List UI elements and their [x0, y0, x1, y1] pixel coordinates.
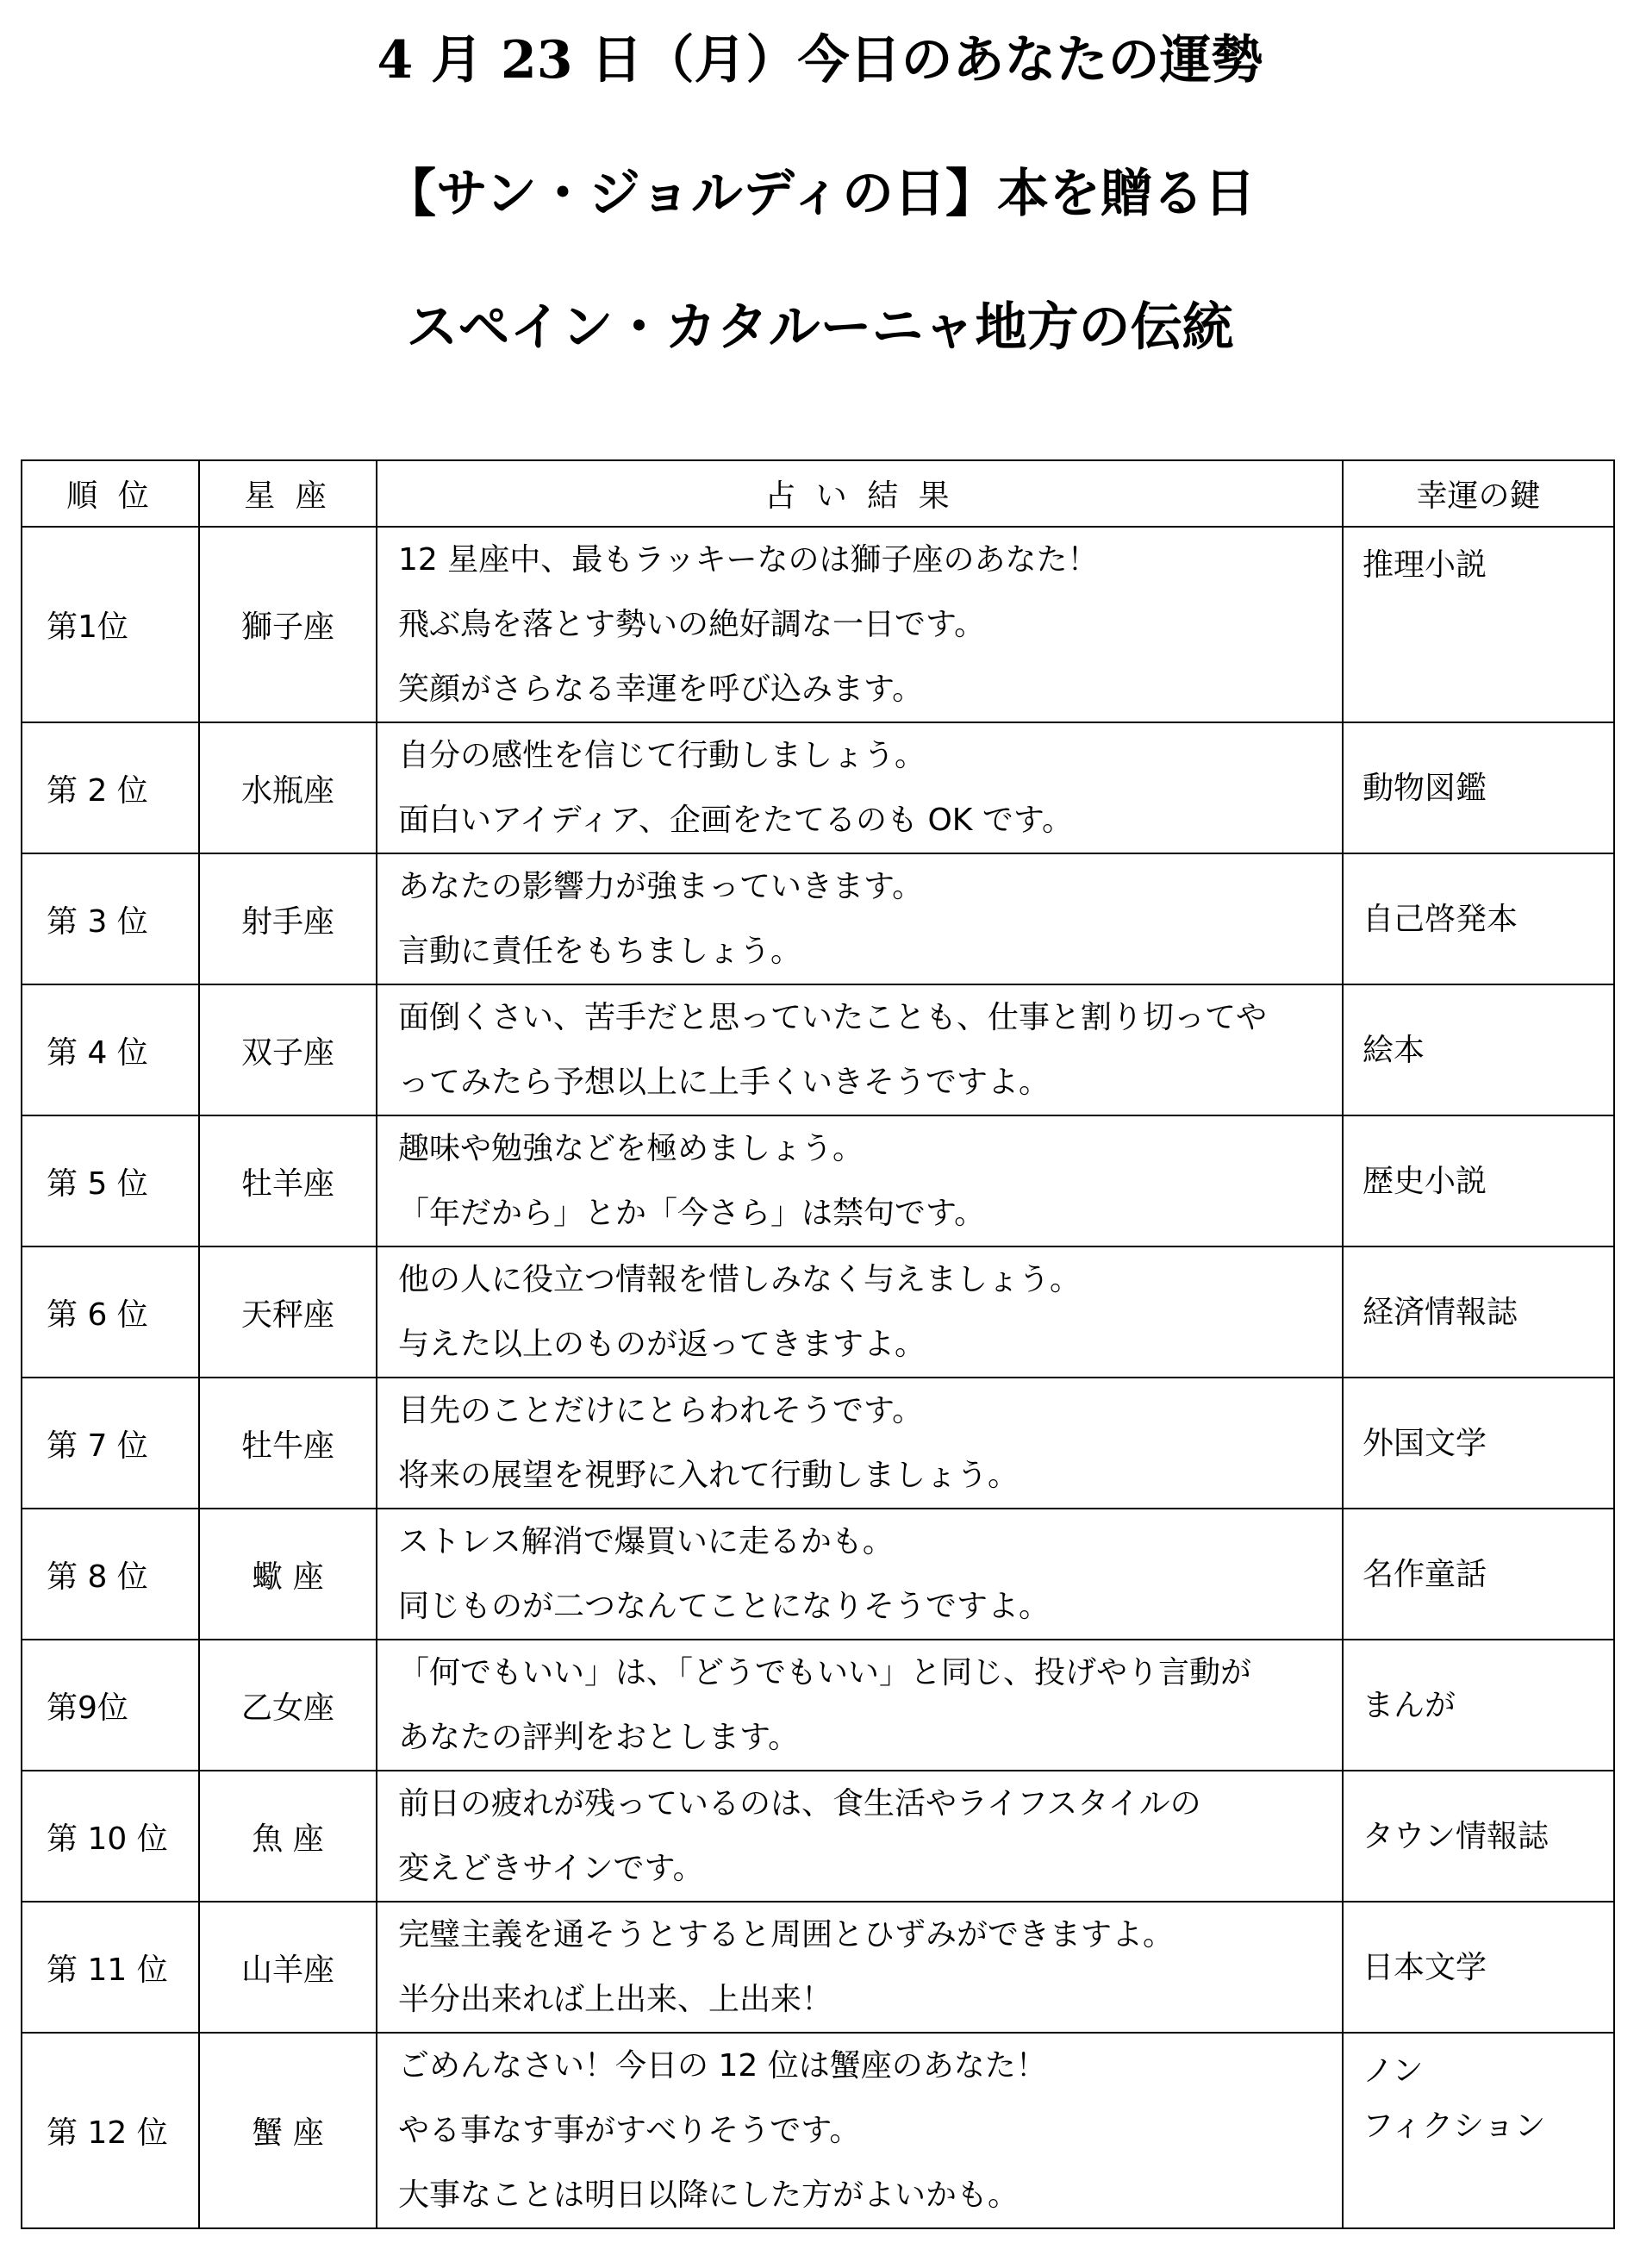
rank-cell: 第 11 位: [22, 1902, 199, 2033]
rank-cell: 第9位: [22, 1640, 199, 1771]
lucky-key-cell: [1343, 1378, 1614, 1509]
zodiac-sign-cell: 山羊座: [199, 1902, 377, 2033]
fortune-result-cell: [377, 1509, 1343, 1640]
zodiac-sign-cell: 天秤座: [199, 1246, 377, 1378]
table-row: [22, 1771, 1614, 1902]
rank-cell: 第 6 位: [22, 1246, 199, 1378]
table-row: [22, 1246, 1614, 1378]
table-row: [22, 527, 1614, 722]
fortune-text-line: 言動に責任をもちましょう。: [398, 934, 802, 969]
lucky-key-cell: [1343, 1771, 1614, 1902]
fortune-text-line: 12 星座中、最もラッキーなのは獅子座のあなた！: [398, 542, 1099, 578]
lucky-key-cell: [1343, 984, 1614, 1115]
lucky-key-text: 歴史小説: [1363, 1163, 1487, 1199]
fortune-text-line: 半分出来れば上出来、上出来！: [398, 1982, 833, 2017]
page-title: [0, 30, 1640, 91]
lucky-key-cell: [1343, 853, 1614, 984]
zodiac-sign-cell: 魚 座: [199, 1771, 377, 1902]
lucky-key-text: フィクション: [1363, 2109, 1546, 2144]
title-date-line: 4 月 23 日（月）今日のあなたの運勢: [377, 30, 1263, 91]
fortune-text-line: ってみたら予想以上に上手くいきそうですよ。: [398, 1065, 1051, 1100]
table-row: [22, 1378, 1614, 1509]
zodiac-sign-cell: 射手座: [199, 853, 377, 984]
lucky-key-cell: [1343, 1509, 1614, 1640]
lucky-key-text: 動物図鑑: [1363, 770, 1487, 806]
fortune-text-line: 完璧主義を通そうとすると周囲とひずみができますよ。: [398, 1917, 1175, 1952]
zodiac-sign-cell: 牡羊座: [199, 1115, 377, 1246]
rank-cell: 第 10 位: [22, 1771, 199, 1902]
lucky-key-cell: [1343, 1115, 1614, 1246]
fortune-text-line: 与えた以上のものが返ってきますよ。: [398, 1327, 926, 1362]
table-row: [22, 1115, 1614, 1246]
title-event-line: 【サン・ジョルディの日】本を贈る日: [384, 164, 1256, 224]
fortune-text-line: 自分の感性を信じて行動しましょう。: [398, 738, 926, 773]
fortune-text-line: 笑顔がさらなる幸運を呼び込みます。: [398, 672, 924, 707]
fortune-result-cell: [377, 853, 1343, 984]
fortune-result-cell: [377, 984, 1343, 1115]
table-row: [22, 722, 1614, 853]
fortune-text-line: 他の人に役立つ情報を惜しみなく与えましょう。: [398, 1262, 1082, 1297]
lucky-key-cell: [1343, 2033, 1614, 2228]
header-rank: 順 位: [22, 460, 199, 527]
rank-cell: 第 5 位: [22, 1115, 199, 1246]
fortune-text-line: 面白いアイディア、企画をたてるのも OK です。: [398, 803, 1073, 838]
table-row: [22, 984, 1614, 1115]
header-key: 幸運の鍵: [1343, 460, 1614, 527]
header-sign: 星 座: [199, 460, 377, 527]
fortune-text-line: 目先のことだけにとらわれそうです。: [398, 1393, 924, 1428]
rank-cell: 第 4 位: [22, 984, 199, 1115]
zodiac-sign-cell: 蠍 座: [199, 1509, 377, 1640]
subtitle-tradition-block: [0, 297, 1640, 358]
rank-cell: 第 2 位: [22, 722, 199, 853]
fortune-text-line: ストレス解消で爆買いに走るかも。: [398, 1524, 894, 1559]
fortune-text-line: やる事なす事がすべりそうです。: [398, 2113, 861, 2148]
table-row: [22, 1509, 1614, 1640]
fortune-result-cell: [377, 1902, 1343, 2033]
lucky-key-text: 経済情報誌: [1363, 1294, 1518, 1330]
fortune-result-cell: [377, 1771, 1343, 1902]
lucky-key-text: 自己啓発本: [1363, 901, 1518, 937]
lucky-key-text: 外国文学: [1363, 1425, 1487, 1461]
fortune-text-line: 「何でもいい」は、「どうでもいい」と同じ、投げやり言動が: [398, 1655, 1252, 1690]
zodiac-sign-cell: 双子座: [199, 984, 377, 1115]
lucky-key-text: 絵本: [1363, 1032, 1425, 1068]
table-row: [22, 2033, 1614, 2228]
table-header-row: [22, 460, 1614, 527]
fortune-result-cell: [377, 1378, 1343, 1509]
fortune-text-line: 「年だから」とか「今さら」は禁句です。: [398, 1196, 986, 1231]
lucky-key-text: 日本文学: [1363, 1949, 1487, 1985]
fortune-text-line: あなたの評判をおとします。: [398, 1720, 800, 1755]
lucky-key-text: 名作童話: [1363, 1556, 1487, 1592]
fortune-result-cell: [377, 1640, 1343, 1771]
table-row: [22, 1902, 1614, 2033]
zodiac-sign-cell: 乙女座: [199, 1640, 377, 1771]
table-body: [22, 527, 1614, 2228]
rank-cell: 第1位: [22, 527, 199, 722]
rank-cell: 第 3 位: [22, 853, 199, 984]
fortune-text-line: 将来の展望を視野に入れて行動しましょう。: [398, 1458, 1020, 1493]
fortune-result-cell: [377, 527, 1343, 722]
lucky-key-cell: [1343, 1640, 1614, 1771]
fortune-result-cell: [377, 1246, 1343, 1378]
lucky-key-cell: [1343, 527, 1614, 722]
table-row: [22, 853, 1614, 984]
lucky-key-text: ノン: [1363, 2053, 1424, 2089]
title-tradition-line: スペイン・カタルーニャ地方の伝統: [406, 297, 1234, 358]
fortune-result-cell: [377, 722, 1343, 853]
lucky-key-cell: [1343, 1246, 1614, 1378]
fortune-result-cell: [377, 1115, 1343, 1246]
header-result: 占 い 結 果: [377, 460, 1343, 527]
lucky-key-text: まんが: [1363, 1687, 1456, 1723]
lucky-key-text: タウン情報誌: [1363, 1818, 1550, 1854]
fortune-text-line: 変えどきサインです。: [398, 1851, 704, 1886]
fortune-text-line: 前日の疲れが残っているのは、食生活やライフスタイルの: [398, 1786, 1201, 1821]
lucky-key-text: 推理小説: [1363, 547, 1487, 583]
zodiac-sign-cell: 水瓶座: [199, 722, 377, 853]
fortune-result-cell: [377, 2033, 1343, 2228]
fortune-text-line: あなたの影響力が強まっていきます。: [398, 869, 924, 904]
rank-cell: 第 12 位: [22, 2033, 199, 2228]
fortune-text-line: 面倒くさい、苦手だと思っていたことも、仕事と割り切ってや: [398, 1000, 1268, 1035]
fortune-text-line: ごめんなさい！今日の 12 位は蟹座のあなた！: [398, 2048, 1047, 2084]
zodiac-sign-cell: 獅子座: [199, 527, 377, 722]
fortune-text-line: 大事なことは明日以降にした方がよいかも。: [398, 2177, 1020, 2213]
fortune-text-line: 趣味や勉強などを極めましょう。: [398, 1131, 864, 1166]
subtitle-block: [0, 164, 1640, 224]
lucky-key-cell: [1343, 1902, 1614, 2033]
table-row: [22, 1640, 1614, 1771]
zodiac-sign-cell: 牡牛座: [199, 1378, 377, 1509]
fortune-table: [21, 459, 1615, 2229]
rank-cell: 第 7 位: [22, 1378, 199, 1509]
zodiac-sign-cell: 蟹 座: [199, 2033, 377, 2228]
fortune-text-line: 飛ぶ鳥を落とす勢いの絶好調な一日です。: [398, 607, 986, 642]
fortune-text-line: 同じものが二つなんてことになりそうですよ。: [398, 1589, 1051, 1624]
rank-cell: 第 8 位: [22, 1509, 199, 1640]
lucky-key-cell: [1343, 722, 1614, 853]
